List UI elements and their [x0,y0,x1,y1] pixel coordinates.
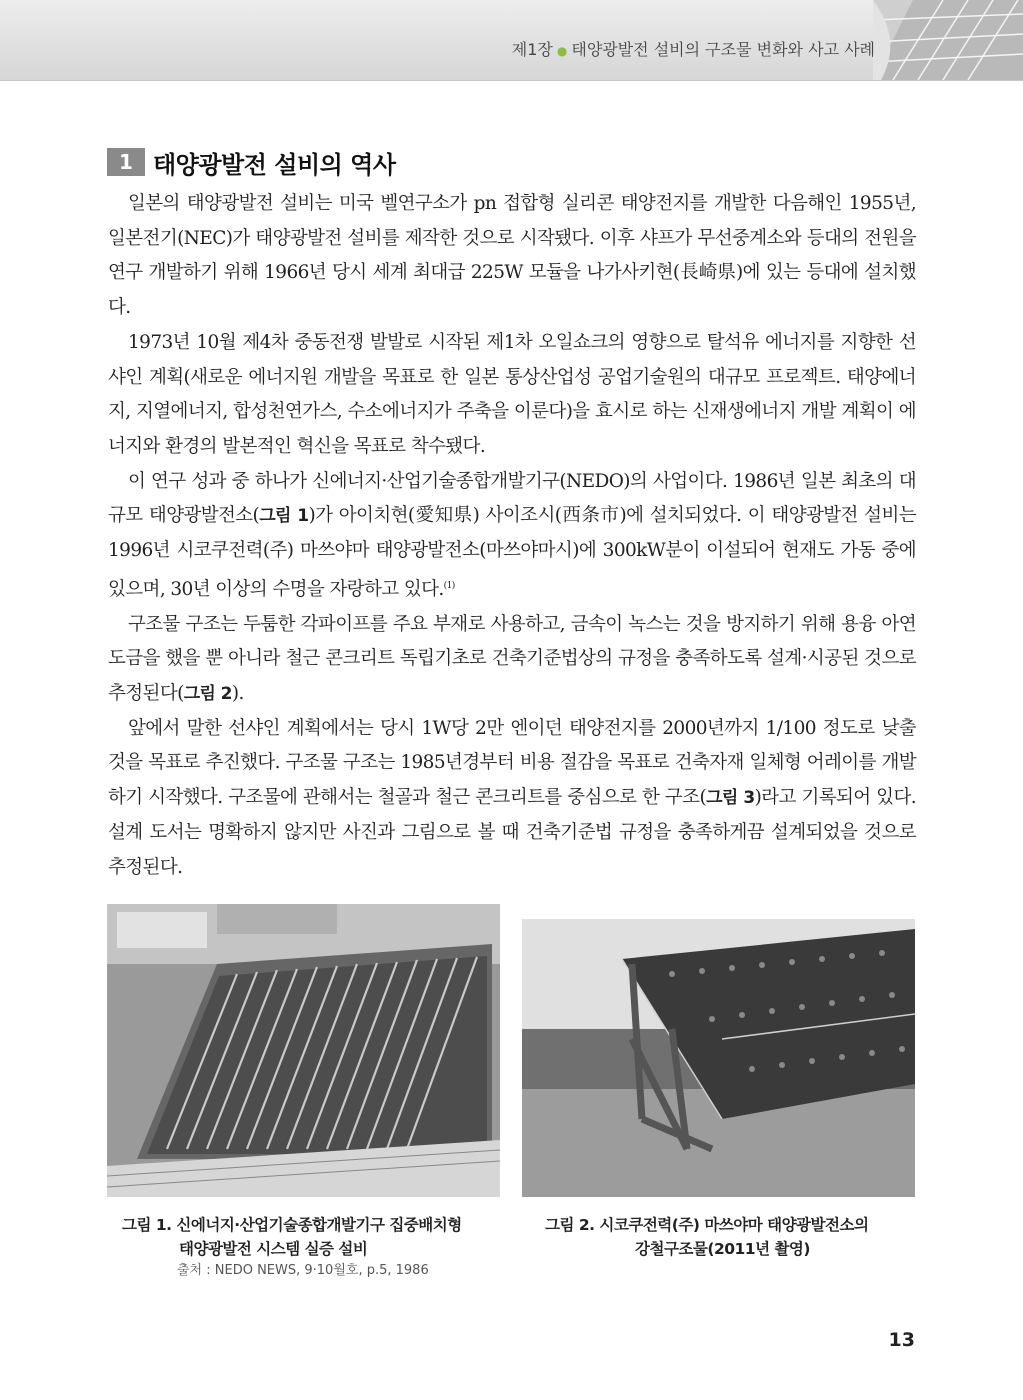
paragraph: 앞에서 말한 선샤인 계획에서는 당시 1W당 2만 엔이던 태양전지를 2000년까지 1/100 정도로 낮출 것을 목표로 추진했다. 구조물 구조는 1985년경부터 비용 절감을 목표로 건축자재 일체형 어레이를 개발하기 시작했다. 구조물에 관해서는 철골과 철근 콘크리트를 중심으로 한 구조(그림 3)라고 기록되어 있다. 설계 도서는 명확하지 않지만 사진과 그림으로 볼 때 건축기준법 규정을 충족하게끔 설계되었을 것으로 추정된다. [108,717,916,878]
paragraph: 구조물 구조는 두툼한 각파이프를 주요 부재로 사용하고, 금속이 녹스는 것을 방지하기 위해 용융 아연 도금을 했을 뿐 아니라 철근 콘크리트 독립기초로 건축기준법상의 규정을 충족하도록 설계·시공된 것으로 추정된다(그림 2). [108,613,916,704]
paragraph: 이 연구 성과 중 하나가 신에너지·산업기술종합개발기구(NEDO)의 사업이다. 1986년 일본 최초의 대규모 태양광발전소(그림 1)가 아이치현(愛知県) 사이조시(西条市)에 설치되었다. 이 태양광발전 설비는 1996년 시코쿠전력(주) 마쓰야마 태양광발전소(마쓰야마시)에 300kW분이 이설되어 현재도 가동 중에 있으며, 30년 이상의 수명을 자랑하고 있다.$^{(1)}$ [108,470,916,600]
figure-reference: 그림 3 [706,788,755,809]
running-header [0,0,1023,81]
footnote-reference: (1) [443,580,455,591]
body-text [108,187,916,885]
paragraph: 1973년 10월 제4차 중동전쟁 발발로 시작된 제1차 오일쇼크의 영향으로 탈석유 에너지를 지향한 선샤인 계획(새로운 에너지원 개발을 목표로 한 일본 통상산업성 공업기술원의 대규모 프로젝트. 태양에너지, 지열에너지, 합성천연가스, 수소에너지가 주축을 이룬다)을 효시로 하는 신재생에너지 개발 계획이 에너지와 환경의 발본적인 혁신을 목표로 착수됐다. [108,331,916,457]
section-heading [107,144,396,180]
chapter-name: 태양광발전 설비의 구조물 변화와 사고 사례 [571,40,875,59]
aerial-solar-plant-photo [107,904,500,1197]
bullet-icon: ● [556,44,568,58]
figure-reference: 그림 1 [259,506,309,527]
chapter-number: 제1장 [511,40,553,59]
steel-structure-solar-array-photo [522,919,915,1197]
section-title: 태양광발전 설비의 역사 [153,150,396,179]
chapter-title [512,37,875,60]
paragraph: 일본의 태양광발전 설비는 미국 벨연구소가 pn 접합형 실리콘 태양전지를 개발한 다음해인 1955년, 일본전기(NEC)가 태양광발전 설비를 제작한 것으로 시작됐다. 이후 샤프가 무선중계소와 등대의 전원을 연구 개발하기 위해 1966년 당시 세계 최대급 225W 모듈을 나가사키현(長崎県)에 있는 등대에 설치했다. [108,193,916,319]
figure-2-caption: 그림 2. 시코쿠전력(주) 마쓰야마 태양광발전소의 강철구조물(2011년 촬영) [545,1216,869,1258]
figure-1-source: 출처 : NEDO NEWS, 9·10월호, p.5, 1986 [177,1263,429,1278]
section-number: 1 [107,148,145,176]
figure-reference: 그림 2 [183,684,232,704]
solar-panel-header-image [873,0,1023,80]
figure-1-caption: 그림 1. 신에너지·산업기술종합개발기구 집중배치형 태양광발전 시스템 실증 설비 [122,1216,462,1258]
page-number: 13 [888,1329,915,1351]
